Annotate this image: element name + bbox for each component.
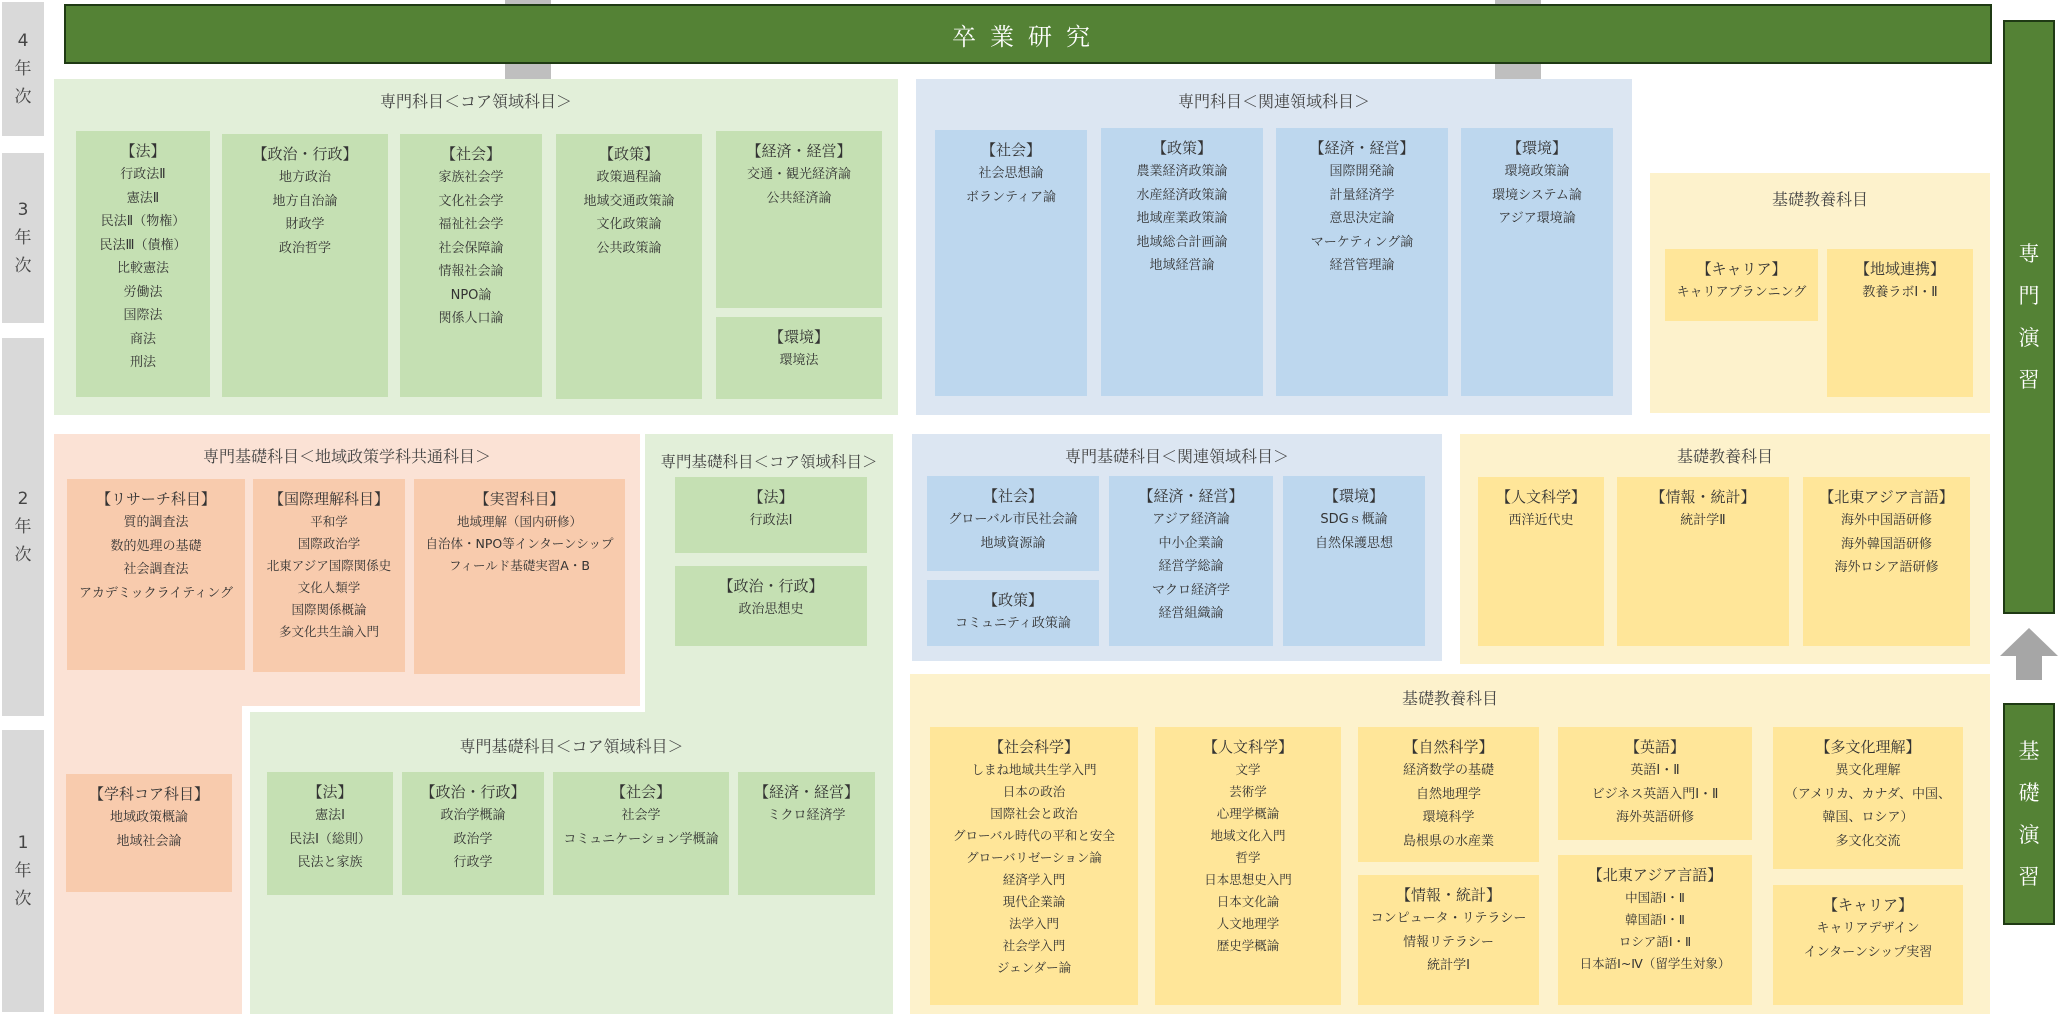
year-label-3 — [2, 153, 44, 323]
course-group-politics — [222, 134, 388, 397]
course-item: 自治体・NPO等インターンシップ — [425, 536, 614, 551]
course-item: 多文化共生論入門 — [278, 624, 379, 639]
course-item: コミュニケーション学概論 — [563, 831, 719, 847]
course-item: 地域産業政策論 — [1136, 211, 1228, 226]
course-group-politics — [675, 566, 867, 646]
course-item: 環境科学 — [1422, 810, 1475, 825]
group-heading: 【環境】 — [768, 328, 829, 346]
course-group-english — [1558, 727, 1752, 840]
course-item: 民法Ⅱ（物権） — [100, 214, 186, 229]
year-digit: 1 — [17, 833, 29, 853]
side-char: 門 — [2018, 284, 2040, 308]
year-label-2 — [2, 338, 44, 716]
course-item: 数的処理の基礎 — [110, 538, 202, 554]
course-item: 交通・観光経済論 — [746, 167, 851, 182]
course-item: インターンシップ実習 — [1803, 944, 1933, 960]
course-item: 労働法 — [123, 284, 163, 300]
course-item: 国際政治学 — [297, 536, 361, 551]
course-item: 憲法Ⅰ — [315, 808, 345, 823]
arrow-head — [2000, 628, 2058, 656]
section-title: 専門基礎科目＜コア領域科目＞ — [459, 737, 684, 756]
group-heading: 【社会】 — [982, 487, 1043, 505]
course-item: 憲法Ⅱ — [126, 190, 160, 206]
group-heading: 【社会】 — [440, 145, 501, 163]
group-heading: 【政治・行政】 — [252, 145, 358, 163]
course-item: マクロ経済学 — [1151, 582, 1230, 598]
course-item: 芸術学 — [1229, 784, 1267, 799]
course-item: 民法Ⅲ（債権） — [99, 237, 187, 253]
section-title: 専門科目＜コア領域科目＞ — [379, 92, 572, 111]
course-item: 中国語Ⅰ・Ⅱ — [1625, 890, 1685, 905]
course-item: 政策過程論 — [596, 170, 662, 185]
course-item: 情報社会論 — [438, 264, 504, 279]
course-item: 平和学 — [310, 514, 348, 529]
group-heading: 【キャリア】 — [1696, 260, 1787, 278]
course-item: 自然保護思想 — [1314, 535, 1393, 551]
course-item: 関係人口論 — [438, 311, 504, 326]
side-char: 専 — [2018, 242, 2040, 266]
course-item: 計量経済学 — [1329, 187, 1395, 203]
course-item: 文化政策論 — [596, 217, 662, 232]
course-group-ne-asia-lang — [1558, 855, 1752, 1005]
banner-title: 卒業研究 — [952, 22, 1104, 51]
course-item: 北東アジア国際関係史 — [266, 558, 392, 573]
year-digit: 2 — [17, 489, 29, 509]
graduation-research-banner — [64, 4, 1992, 64]
arrow-stem — [2016, 656, 2042, 680]
course-item: アジア環境論 — [1498, 211, 1576, 226]
year-char: 次 — [14, 545, 32, 565]
course-group-info-stats — [1617, 477, 1789, 646]
section-title: 専門基礎科目＜コア領域科目＞ — [660, 453, 878, 471]
group-heading: 【情報・統計】 — [1650, 488, 1756, 506]
up-arrow-icon — [2000, 628, 2058, 682]
course-item: 地域社会論 — [116, 833, 182, 849]
group-heading: 【社会】 — [610, 783, 671, 801]
section-title: 専門基礎科目＜地域政策学科共通科目＞ — [202, 447, 491, 466]
course-item: コンピュータ・リテラシー — [1370, 911, 1527, 926]
course-group-social-science — [930, 727, 1138, 1005]
group-heading: 【国際理解科目】 — [268, 490, 389, 508]
group-heading: 【政治・行政】 — [420, 783, 526, 801]
course-item: 社会保障論 — [438, 240, 504, 256]
course-item: グローバル市民社会論 — [948, 512, 1078, 527]
course-group-policy — [927, 580, 1099, 646]
course-item: 島根県の水産業 — [1402, 833, 1494, 849]
course-item: 福祉社会学 — [438, 217, 504, 232]
course-group-international — [253, 479, 405, 672]
course-group-career — [1665, 249, 1818, 321]
course-item: 海外英語研修 — [1615, 810, 1694, 825]
course-item: 政治学概論 — [440, 808, 506, 823]
course-group-law — [675, 477, 867, 553]
course-item: 社会調査法 — [123, 562, 189, 577]
course-item: ジェンダー論 — [996, 960, 1072, 975]
side-char: 基 — [2018, 739, 2040, 763]
group-heading: 【経済・経営】 — [746, 142, 852, 160]
year-char: 年 — [14, 59, 32, 79]
group-heading: 【経済・経営】 — [1309, 139, 1415, 157]
group-heading: 【法】 — [120, 142, 166, 160]
group-heading: 【英語】 — [1624, 738, 1685, 756]
group-heading: 【政治・行政】 — [718, 577, 824, 595]
year-char: 年 — [14, 228, 32, 248]
course-item: キャリアプランニング — [1676, 285, 1807, 300]
kiso-enshu-label — [2003, 703, 2055, 925]
course-item: 地方自治論 — [272, 193, 338, 209]
course-item: 人文地理学 — [1216, 916, 1280, 931]
course-item: 経営学総論 — [1158, 559, 1224, 574]
year-char: 次 — [14, 256, 32, 276]
course-item: 経営管理論 — [1329, 258, 1395, 273]
course-group-research — [67, 479, 245, 670]
section-title: 基礎教養科目 — [1401, 689, 1498, 708]
course-item: 海外ロシア語研修 — [1834, 560, 1939, 575]
course-group-economics — [1276, 128, 1448, 396]
course-item: 韓国語Ⅰ・Ⅱ — [1625, 912, 1685, 927]
course-group-regional — [1827, 249, 1973, 397]
group-heading: 【キャリア】 — [1822, 896, 1913, 914]
course-item: 環境法 — [779, 353, 819, 368]
course-group-politics — [402, 772, 544, 895]
course-item: 異文化理解 — [1835, 763, 1901, 778]
course-item: 哲学 — [1235, 850, 1261, 865]
course-group-ne-asia-lang — [1803, 477, 1970, 646]
course-item: 歴史学概論 — [1216, 938, 1280, 953]
course-item: 文化人類学 — [297, 580, 361, 595]
group-heading: 【北東アジア言語】 — [1819, 488, 1954, 506]
course-item: 統計学Ⅱ — [1680, 513, 1726, 528]
course-item: 農業経済政策論 — [1136, 164, 1228, 179]
course-item: 地域資源論 — [980, 535, 1046, 551]
course-item: 西洋近代史 — [1508, 513, 1574, 528]
course-group-environment — [1461, 128, 1613, 396]
course-item: 財政学 — [285, 217, 325, 232]
course-item: 国際関係概論 — [291, 602, 367, 617]
group-heading: 【経済・経営】 — [753, 783, 859, 801]
course-group-society — [927, 476, 1099, 571]
course-item: 意思決定論 — [1329, 211, 1395, 226]
section-title: 基礎教養科目 — [1771, 190, 1868, 209]
group-heading: 【政策】 — [1151, 139, 1212, 157]
course-item: 地域交通政策論 — [583, 193, 675, 209]
course-item: 比較憲法 — [116, 261, 169, 276]
course-item: 質的調査法 — [123, 515, 189, 530]
course-item: 地域経営論 — [1149, 258, 1215, 273]
course-item: 国際法 — [123, 308, 163, 323]
group-heading: 【学科コア科目】 — [88, 785, 209, 803]
course-item: 公共政策論 — [596, 240, 662, 256]
course-item: 日本の政治 — [1002, 784, 1066, 799]
section-title: 専門科目＜関連領域科目＞ — [1177, 92, 1370, 111]
course-item: キャリアデザイン — [1816, 921, 1920, 936]
course-item: 日本思想史入門 — [1204, 872, 1292, 887]
course-item: しまね地域共生学入門 — [971, 762, 1097, 777]
course-item: 環境システム論 — [1492, 187, 1582, 203]
group-heading: 【政策】 — [598, 145, 659, 163]
group-heading: 【法】 — [307, 783, 353, 801]
group-heading: 【情報・統計】 — [1395, 886, 1501, 904]
course-item: 地方政治 — [278, 170, 331, 185]
course-item: 日本語Ⅰ~Ⅳ（留学生対象） — [1579, 956, 1731, 971]
group-heading: 【リサーチ科目】 — [96, 490, 216, 508]
course-item: コミュニティ政策論 — [955, 616, 1071, 631]
course-group-natural-science — [1358, 727, 1539, 862]
course-group-environment — [716, 317, 882, 399]
course-item: アジア経済論 — [1152, 512, 1230, 527]
course-item: ボランティア論 — [966, 189, 1056, 205]
course-item: アカデミックライティング — [79, 585, 233, 601]
group-heading: 【法】 — [748, 488, 794, 506]
section-title: 専門基礎科目＜関連領域科目＞ — [1064, 447, 1289, 466]
course-item: 地域総合計画論 — [1136, 234, 1228, 250]
course-group-economics — [738, 772, 875, 895]
side-char: 習 — [2018, 865, 2040, 889]
group-heading: 【実習科目】 — [474, 490, 565, 508]
course-group-practicum — [414, 479, 625, 674]
course-item: 社会学入門 — [1002, 938, 1066, 953]
course-item: 経営組織論 — [1158, 606, 1224, 621]
course-item: （アメリカ、カナダ、中国、 — [1784, 786, 1952, 802]
group-heading: 【人文科学】 — [1202, 738, 1293, 756]
course-item: 心理学概論 — [1216, 806, 1280, 821]
course-item: 社会学 — [621, 808, 661, 823]
group-heading: 【経済・経営】 — [1138, 487, 1244, 505]
year-char: 次 — [14, 87, 32, 107]
side-char: 演 — [2018, 823, 2040, 847]
course-item: 日本文化論 — [1216, 894, 1280, 909]
year-char: 年 — [14, 861, 32, 881]
group-heading: 【社会科学】 — [988, 738, 1079, 756]
course-group-economics — [716, 131, 882, 308]
course-item: 地域政策概論 — [109, 810, 188, 825]
course-item: 韓国、ロシア） — [1822, 810, 1914, 825]
group-heading: 【地域連携】 — [1854, 260, 1945, 278]
course-item: グローバル時代の平和と安全 — [953, 828, 1115, 843]
year-label-1 — [2, 730, 44, 1012]
side-char: 演 — [2018, 326, 2040, 350]
course-item: 政治学 — [453, 831, 493, 847]
course-item: 現代企業論 — [1002, 894, 1066, 909]
course-group-society — [935, 130, 1087, 396]
course-item: 法学入門 — [1008, 916, 1059, 931]
section-title: 基礎教養科目 — [1676, 447, 1773, 466]
course-item: 情報リテラシー — [1403, 934, 1494, 950]
group-heading: 【社会】 — [980, 141, 1041, 159]
course-item: 社会思想論 — [978, 166, 1044, 181]
group-heading: 【環境】 — [1323, 487, 1384, 505]
group-heading: 【政策】 — [982, 591, 1043, 609]
course-item: 英語Ⅰ・Ⅱ — [1630, 763, 1680, 778]
course-item: 国際開発論 — [1329, 164, 1395, 179]
course-group-environment — [1283, 476, 1425, 646]
course-item: 政治哲学 — [278, 240, 331, 256]
course-item: ロシア語Ⅰ・Ⅱ — [1618, 934, 1692, 949]
course-item: 家族社会学 — [438, 170, 504, 185]
course-item: 環境政策論 — [1504, 164, 1570, 179]
course-item: フィールド基礎実習A・B — [449, 558, 590, 573]
course-group-policy — [1101, 128, 1263, 396]
year-label-4 — [2, 2, 44, 136]
course-item: グローバリゼーション論 — [966, 850, 1102, 865]
year-digit: 3 — [17, 200, 29, 220]
year-char: 年 — [14, 517, 32, 537]
course-group-info-stats — [1358, 875, 1539, 1005]
course-group-law — [267, 772, 393, 895]
group-heading: 【多文化理解】 — [1815, 738, 1921, 756]
course-item: 教養ラボⅠ・Ⅱ — [1862, 285, 1938, 300]
course-item: 中小企業論 — [1158, 535, 1224, 551]
course-item: 民法Ⅰ（総則） — [289, 831, 371, 847]
course-group-multicultural — [1773, 727, 1963, 869]
course-item: 自然地理学 — [1415, 786, 1481, 802]
course-group-humanities — [1155, 727, 1341, 1005]
course-group-society — [553, 772, 729, 895]
course-item: 商法 — [129, 331, 156, 347]
course-group-economics — [1109, 476, 1273, 646]
course-item: 統計学Ⅰ — [1427, 958, 1470, 973]
senmon-enshu-label — [2003, 20, 2055, 614]
course-item: 刑法 — [129, 355, 156, 370]
course-item: 海外中国語研修 — [1840, 513, 1932, 528]
course-group-society — [400, 134, 542, 397]
course-item: 地域理解（国内研修） — [456, 514, 582, 529]
group-heading: 【人文科学】 — [1495, 488, 1586, 506]
course-group-law — [76, 131, 210, 397]
side-char: 習 — [2018, 368, 2040, 392]
course-group-humanities — [1478, 477, 1604, 646]
course-item: 文化社会学 — [438, 193, 504, 209]
group-heading: 【北東アジア言語】 — [1587, 866, 1723, 884]
course-item: 政治思想史 — [738, 602, 804, 617]
course-item: 公共経済論 — [766, 190, 832, 206]
course-item: 経済学入門 — [1002, 872, 1066, 887]
course-item: 行政法Ⅰ — [749, 513, 793, 528]
side-char: 礎 — [2018, 781, 2040, 805]
course-item: ミクロ経済学 — [767, 808, 846, 823]
course-item: 水産経済政策論 — [1136, 187, 1228, 203]
year-digit: 4 — [17, 31, 29, 51]
course-item: ビジネス英語入門Ⅰ・Ⅱ — [1591, 786, 1719, 802]
course-item: 民法と家族 — [297, 855, 363, 870]
year-char: 次 — [14, 889, 32, 909]
course-item: 地域文化入門 — [1210, 828, 1286, 843]
course-item: 海外韓国語研修 — [1840, 536, 1932, 552]
course-item: 多文化交流 — [1835, 833, 1901, 849]
course-item: 国際社会と政治 — [990, 806, 1078, 821]
course-item: SDGｓ概論 — [1320, 512, 1388, 527]
course-group-dept-core — [66, 774, 232, 892]
course-group-policy — [556, 134, 702, 399]
course-item: 行政法Ⅱ — [120, 167, 166, 182]
course-item: 文学 — [1235, 762, 1261, 777]
course-item: NPO論 — [450, 287, 492, 303]
course-group-career — [1773, 885, 1963, 1005]
course-item: マーケティング論 — [1310, 234, 1414, 250]
group-heading: 【環境】 — [1506, 139, 1567, 157]
group-heading: 【自然科学】 — [1403, 738, 1494, 756]
course-item: 行政学 — [453, 855, 493, 870]
course-item: 経済数学の基礎 — [1402, 763, 1494, 778]
